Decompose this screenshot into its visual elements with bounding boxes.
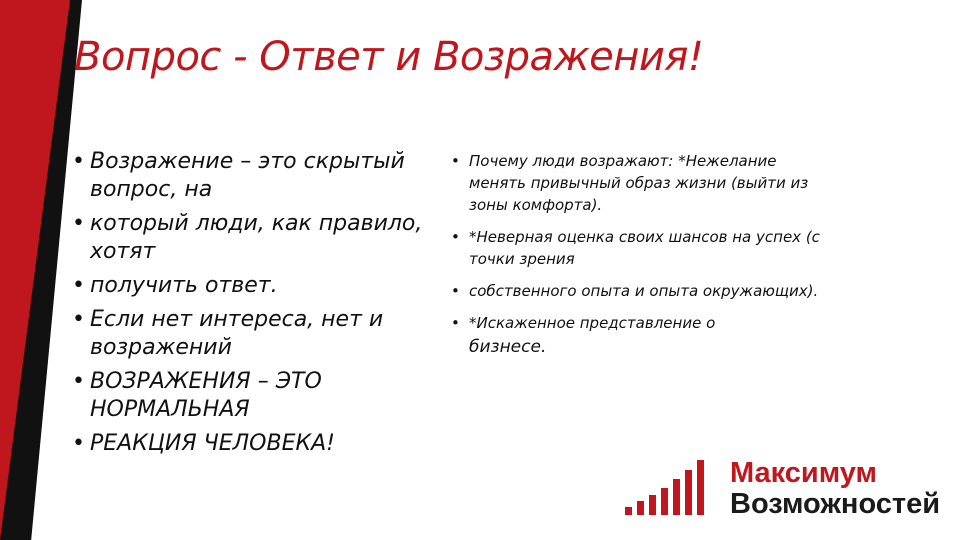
- logo-line-1: Максимум: [730, 457, 877, 489]
- company-logo: [622, 455, 952, 525]
- bullet-icon: •: [72, 431, 85, 456]
- bullet-icon: •: [72, 273, 85, 298]
- bullet-icon: •: [451, 228, 460, 246]
- bullet-icon: •: [451, 282, 460, 300]
- bullet-icon: •: [72, 211, 85, 236]
- right-bullet-list: [451, 150, 836, 368]
- left-list-item: • который люди, как правило, хотят: [72, 211, 423, 264]
- right-list-item: • Почему люди возражают: *Нежелание менять привычный образ жизни (выйти из зоны комфорта).: [451, 152, 809, 214]
- slide-title: Вопрос - Ответ и Возражения!: [74, 34, 704, 80]
- bar-chart-logo-icon: [622, 455, 722, 517]
- left-list-item: • Если нет интереса, нет и возражений: [72, 307, 384, 360]
- left-list-item: • ВОЗРАЖЕНИЯ – ЭТО НОРМАЛЬНАЯ: [72, 369, 322, 422]
- left-bullet-list: [72, 148, 442, 464]
- logo-line-2: Возможностей: [730, 488, 941, 520]
- bullet-icon: •: [451, 152, 460, 170]
- right-list-item: • *Неверная оценка своих шансов на успех (с точки зрения: [451, 228, 820, 268]
- right-list-item: • *Искаженное представление о бизнесе.: [451, 312, 836, 358]
- logo-text: [730, 458, 940, 520]
- left-list-item: • Возражение – это скрытый вопрос, на: [72, 149, 405, 202]
- left-list-item: • РЕАКЦИЯ ЧЕЛОВЕКА!: [72, 431, 335, 456]
- bullet-icon: •: [451, 314, 460, 332]
- right-list-item-continuation: бизнесе.: [469, 337, 547, 357]
- right-list-item: • собственного опыта и опыта окружающих).: [451, 282, 819, 300]
- bullet-icon: •: [72, 149, 85, 174]
- bullet-icon: •: [72, 307, 85, 332]
- left-list-item: • получить ответ.: [72, 273, 278, 298]
- bullet-icon: •: [72, 369, 85, 394]
